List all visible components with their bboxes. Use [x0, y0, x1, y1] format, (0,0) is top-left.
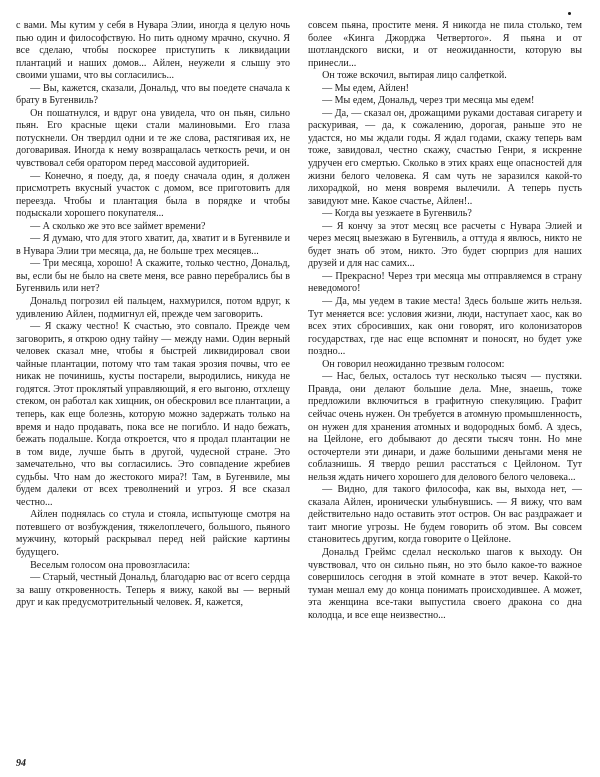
- paragraph: — Нас, белых, осталось тут несколько тысяч — пустяки. Правда, они делают большие дела. Мне, знаешь, тоже предложили включиться в графитную спекуляцию. Графит сейчас очень нужен. Он требуется в атомную промышленность, он нужен для хранения атомных и водородных бомб. А здесь, на Цейлоне, его добывают до десяти тысяч тонн. Но мне осточертели эти динари, и даже большими деньгами меня не соблазнишь. Я твердо решил расстаться с Цейлоном. Тут нельзя ждать ничего хорошего для делового белого человека...: [308, 371, 582, 483]
- paragraph: — Видно, для такого философа, как вы, выхода нет, — сказала Айлен, иронически улыбнувшись. — Я вижу, что вам действительно надо оставить этот остров. Он вас раздражает и таит многие угрозы. Не будем говорить об этом. Вы совсем становитесь другим, когда говорите о Цейлоне.: [308, 484, 582, 546]
- paragraph: — Мы едем, Дональд, через три месяца мы едем!: [322, 95, 535, 107]
- page-corner-mark: [568, 12, 571, 15]
- paragraph: Веселым голосом она провозгласила:: [30, 559, 191, 571]
- paragraph: — Да, — сказал он, дрожащими руками доставая сигарету и раскуривая, — да, к сожалению, дорогая, раньше это не удастся, но мы ждали годы. Я ждал годами, скажу теперь вам тоже, завидовал, честно скажу, счастью Генри, я искренне удручен его смертью. Сколько в этих краях еще опасностей для жизни белого человека. Я сам чуть не заразился какой-то лихорадкой, но меня вовремя вылечили. А теперь пусть завидуют мне. Какое счастье, Айлен!..: [308, 107, 582, 207]
- paragraph: — А сколько же это все займет времени?: [30, 220, 206, 232]
- paragraph: с вами. Мы кутим у себя в Нувара Элии, иногда я целую ночь пью один и философствую. Но пить одному мрачно, скучно. Я все сделаю, чтобы поскорее приступить к ликвидации плантаций и наших домов... Айлен, неужели я слышу это своими ушами, что вы согласились...: [16, 20, 290, 82]
- paragraph: Он пошатнулся, и вдруг она увидела, что он пьян, сильно пьян. Его красные щеки стали малиновыми. Его глаза потускнели. Он твердил одни и те же слова, растягивая их, не договаривая. Иногда к нему возвращалась четкость речи, и он чувствовал себя оратором перед массовой аудиторией.: [16, 107, 290, 170]
- paragraph: — Мы едем, Айлен!: [322, 82, 409, 94]
- left-text-column: [16, 20, 290, 755]
- right-text-column: [308, 20, 582, 755]
- paragraph: Он говорил неожиданно трезвым голосом:: [322, 358, 505, 370]
- paragraph: — Да, мы уедем в такие места! Здесь больше жить нельзя. Тут меняется все: условия жизни, люди, наступает хаос, как во всех этих сбросивших, как они говорят, иго колонизаторов государствах, где нас еще вспомнят и поносят, но будет уже поздно...: [308, 296, 582, 358]
- paragraph: — Я думаю, что для этого хватит, да, хватит и в Бугенвиле и в Нувара Элии три месяца, да, не больше трех месяцев...: [16, 233, 290, 257]
- paragraph: — Старый, честный Дональд, благодарю вас от всего сердца за вашу откровенность. Теперь я вижу, какой вы — верный друг и как предусмотрительный человек. Я, кажется,: [16, 572, 290, 609]
- paragraph: Дональд Греймс сделал несколько шагов к выходу. Он чувствовал, что он сильно пьян, но это было какое-то важное совершилось сегодня в этой комнате в этот вечер. Какой-то туман мешал ему до конца понимать происходившее. А может, эта женщина все-таки выпустила своего дракона со дна колодца, и все еще неизвестно...: [308, 546, 582, 621]
- paragraph: — Три месяца, хорошо! А скажите, только честно, Дональд, вы, если бы не было на свете меня, все равно перебрались бы в Бугенвиль или нет?: [16, 258, 290, 295]
- paragraph: совсем пьяна, простите меня. Я никогда не пила столько, тем более «Кинга Джорджа Четвертого». Я пьяна и от шотландского виски, и от неожиданности, которую вы принесли...: [308, 20, 582, 69]
- page-number: 94: [16, 758, 26, 769]
- paragraph: Айлен поднялась со стула и стояла, испытующе смотря на потевшего от возбуждения, тяжелоплечего, большого, пьяного мужчину, который раскрывал перед ней райские картины будущего.: [16, 509, 290, 558]
- paragraph: Он тоже вскочил, вытирая лицо салфеткой.: [322, 70, 507, 82]
- paragraph: — Я скажу честно! К счастью, это совпало. Прежде чем заговорить, я открою одну тайну — между нами. Один верный человек сказал мне, чтобы я быстрей ликвидировал свои чайные плантации, потому что там такая эрозия почвы, что ее никак не починишь, кусты постарели, выродились, никуда не годятся. Этот проклятый управляющий, я его выгоню, отхлещу стеком, он работал как хищник, он обескровил все плантации, а теперь, как еще болезнь, которую можно задержать только на время и надо продавать, пока все не погибло. И надо бежать, бежать подальше. Когда откроется, что я продал плантации не в том виде, лучше быть в другой, чудесной стране. Это замечательно, что вы согласились. Это совпадение жребиев судьбы. Что нам до жестокого мира?! Там, в Бугенвиле, мы будем далеки от всех треволнений и угроз. Я все сказал честно...: [16, 321, 290, 508]
- paragraph: — Когда вы уезжаете в Бугенвиль?: [322, 208, 472, 220]
- paragraph: Дональд погрозил ей пальцем, нахмурился, потом вдруг, к удивлению Айлен, подмигнул ей, прежде чем заговорить.: [16, 296, 290, 320]
- paragraph: — Я кончу за этот месяц все расчеты с Нувара Элией и через месяц выезжаю в Бугенвиль, а оттуда я явлюсь, никто не будет знать об этом, никто. Это будет сюрприз для наших друзей и для нас самих...: [308, 220, 582, 270]
- paragraph: — Конечно, я поеду, да, я поеду сначала один, я должен присмотреть вкусный участок с домом, все приготовить для переезда. Чтобы и плантация была в порядке и чтобы подыскали хорошего покупателя...: [16, 170, 290, 220]
- paragraph: — Вы, кажется, сказали, Дональд, что вы поедете сначала к брату в Бугенвиль?: [16, 82, 290, 107]
- paragraph: — Прекрасно! Через три месяца мы отправляемся в страну неведомого!: [308, 270, 582, 295]
